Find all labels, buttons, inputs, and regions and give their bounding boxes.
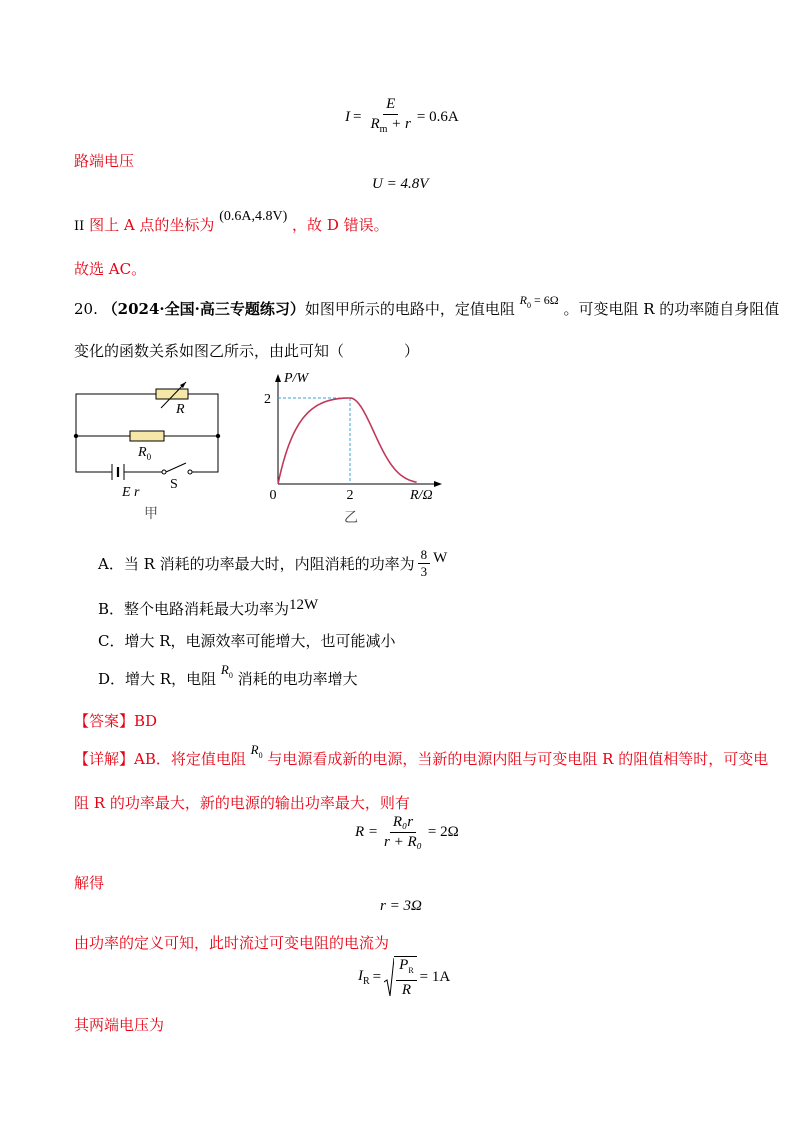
option-d-post: 消耗的电功率增大 (237, 670, 358, 688)
equation-current-r: $I_R$ = $\frac{P_R}{R}$ = 1A (358, 957, 451, 998)
option-d-text: D．增大 R，电阻 (98, 670, 217, 688)
y-axis-arrow (275, 374, 281, 382)
eq1-numerator: E (383, 96, 398, 115)
eq3-fraction (381, 814, 425, 851)
text-two-ends-voltage: 其两端电压为 (74, 1016, 165, 1034)
eq3-lhs: R = (355, 824, 379, 840)
eq3-denominator: r + R₀ (384, 834, 422, 850)
detail-l1b: 与电源看成新的电源，当新的电源内阻与可变电阻 R 的阻值相等时，可变电 (267, 750, 769, 768)
question-source: （2024·全国·高三专题练习） (102, 300, 305, 318)
question-number: 20. (74, 300, 98, 318)
fixed-resistor (130, 431, 164, 441)
text-solve: 解得 (74, 874, 105, 892)
eq1-fraction (367, 96, 413, 138)
option-c[interactable]: C．增大 R，电源效率可能增大，也可能减小 (98, 632, 396, 650)
y-axis-label: P/W (284, 371, 309, 386)
question-text2: 。可变电阻 R 的功率随自身阻值 (563, 300, 780, 318)
option-a-unit: W (433, 550, 448, 566)
label-s: S (170, 477, 178, 492)
question-20-line2: 变化的函数关系如图乙所示，由此可知（ ） (74, 342, 420, 360)
eq1-lhs: I (345, 108, 350, 125)
equation-r-internal: r = 3Ω (380, 898, 422, 914)
eq3-numerator: R₀r (390, 814, 416, 833)
x-axis-arrow (434, 481, 442, 487)
option-a-fraction: $\frac{8}{3}$ (418, 548, 431, 579)
ii-prefix: II (74, 219, 85, 234)
ii-text: 图上 A 点的坐标为 (89, 216, 215, 234)
label-r: R (176, 402, 185, 417)
label-er: E r (122, 485, 140, 500)
caption-jia: 甲 (144, 507, 158, 522)
option-b-text: B．整个电路消耗最大功率为 (98, 600, 290, 618)
circuit-diagram (66, 380, 236, 525)
option-d-r0: $R_0$ (220, 662, 233, 680)
eq3-rhs: = 2Ω (427, 824, 459, 840)
eq5-sqrt: $\frac{P_R}{R}$ (384, 956, 417, 999)
eq5-lhs: $I_R$ (358, 968, 370, 987)
option-b[interactable] (98, 598, 318, 619)
eq1-denominator: $R_m + r$ (370, 116, 411, 135)
detail-line2: 阻 R 的功率最大，新的电源的输出功率最大，则有 (74, 794, 410, 812)
eq5-rhs: = 1A (419, 969, 451, 985)
power-chart (260, 366, 460, 526)
power-curve (278, 398, 417, 484)
equation-current: I = $\frac{E}{R_m + r}$ = 0.6A (345, 96, 459, 138)
text-power-def: 由功率的定义可知，此时流过可变电阻的电流为 (74, 934, 390, 952)
option-a[interactable] (98, 548, 447, 579)
variable-resistor (156, 389, 188, 399)
text-choose-ac: 故选 AC。 (74, 260, 147, 278)
caption-yi: 乙 (344, 511, 358, 526)
text-road-voltage: 路端电压 (74, 152, 135, 170)
x-axis-label: R/Ω (410, 488, 433, 503)
line-ii (74, 209, 389, 235)
ii-coord: (0.6A,4.8V) (219, 209, 288, 224)
detail-l1a: AB．将定值电阻 (134, 750, 246, 768)
y-tick-2: 2 (264, 392, 271, 407)
eq1-result: = 0.6A (416, 108, 459, 125)
question-20-line1 (74, 293, 780, 320)
detail-label: 【详解】 (74, 750, 135, 768)
label-r0: $R_0$ (138, 445, 152, 462)
option-a-text: A．当 R 消耗的功率最大时，内阻消耗的功率为 (98, 555, 415, 573)
option-d[interactable] (98, 662, 358, 690)
detail-r0: $R_0$ (250, 742, 263, 760)
answer: 【答案】BD (74, 712, 158, 730)
x-tick-0: 0 (269, 488, 277, 503)
option-b-value: 12W (289, 597, 319, 613)
equation-voltage: U = 4.8V (372, 176, 429, 192)
equation-r (355, 814, 459, 851)
x-tick-2: 2 (346, 488, 354, 503)
question-text1: 如图甲所示的电路中，定值电阻 (304, 300, 515, 318)
ii-suffix: ，故 D 错误。 (292, 216, 389, 234)
r0-value: R0 = 6Ω (519, 293, 559, 310)
detail-line1 (74, 742, 769, 770)
